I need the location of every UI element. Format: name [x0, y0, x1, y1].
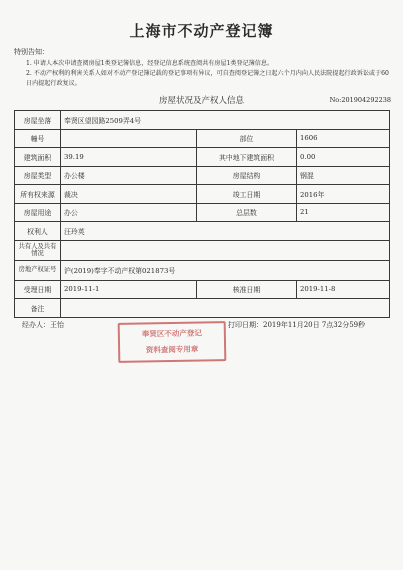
completion-date-value: 2016年 — [297, 185, 390, 204]
location-label: 房屋坐落 — [15, 111, 61, 130]
owner-label: 权利人 — [15, 222, 61, 241]
document-title: 上海市不动产登记簿 — [129, 22, 274, 40]
notice-item-2: 2. 不动产权利的利害关系人如对不动产登记簿记载的登记事项有异议，可自查阅登记簿之日起六个月内向人民法院提起行政诉讼或于60日内提起行政复议。 — [26, 70, 389, 87]
co-owner-value — [61, 240, 390, 260]
table-row — [15, 299, 390, 318]
ownership-source-value: 裁决 — [61, 185, 197, 204]
accept-date-value: 2019-11-1 — [61, 280, 197, 299]
print-time: 打印日期：2019年11月20日 7点32分59秒 — [228, 321, 366, 329]
location-value: 奉贤区望园路2509弄4号 — [61, 111, 390, 130]
area-value: 39.19 — [61, 148, 197, 167]
remark-value — [61, 299, 390, 318]
house-type-value: 办公楼 — [61, 166, 197, 185]
table-row — [15, 185, 390, 204]
table-row — [15, 222, 390, 241]
section-heading: 房屋状况及产权人信息 — [158, 96, 244, 106]
table-row — [15, 166, 390, 185]
table-row — [15, 240, 390, 260]
table-row — [15, 260, 390, 280]
total-floors-label: 总层数 — [197, 203, 297, 222]
usage-label: 房屋用途 — [15, 203, 61, 222]
usage-value: 办公 — [61, 203, 197, 222]
approve-date-label: 核准日期 — [197, 280, 297, 299]
official-seal-stamp — [118, 321, 227, 363]
underground-area-label: 其中地下建筑面积 — [197, 148, 297, 167]
notice-heading: 特别告知： — [14, 48, 49, 56]
building-no-value — [61, 129, 197, 148]
underground-area-value: 0.00 — [297, 148, 390, 167]
co-owner-label: 共有人及共有情况 — [15, 240, 61, 260]
accept-date-label: 受理日期 — [15, 280, 61, 299]
area-label: 建筑面积 — [15, 148, 61, 167]
building-no-label: 幢号 — [15, 129, 61, 148]
notice-item-1: 1. 申请人本次申请查阅房屋1类登记簿信息，经登记信息系统查阅共有房屋1类登记簿信息。 — [26, 60, 274, 67]
total-floors-value: 21 — [297, 203, 390, 222]
structure-value: 钢混 — [297, 166, 390, 185]
structure-label: 房屋结构 — [197, 166, 297, 185]
property-info-table — [14, 110, 390, 318]
remark-label: 备注 — [15, 299, 61, 318]
agent-name: 经办人：王怡 — [22, 321, 64, 329]
stamp-line-2: 资料查阅专用章 — [145, 344, 199, 355]
part-value: 1606 — [297, 129, 390, 148]
table-row — [15, 148, 390, 167]
house-type-label: 房屋类型 — [15, 166, 61, 185]
table-row — [15, 111, 390, 130]
completion-date-label: 竣工日期 — [197, 185, 297, 204]
certificate-no-value: 沪(2019)奉字不动产权第021873号 — [61, 260, 390, 280]
part-label: 部位 — [197, 129, 297, 148]
document-number: No:201904292238 — [329, 96, 391, 104]
certificate-no-label: 房地产权证号 — [15, 260, 61, 280]
owner-value: 汪玲英 — [61, 222, 390, 241]
ownership-source-label: 所有权来源 — [15, 185, 61, 204]
table-row — [15, 280, 390, 299]
stamp-line-1: 奉贤区不动产登记 — [141, 328, 202, 339]
table-row — [15, 129, 390, 148]
table-row — [15, 203, 390, 222]
approve-date-value: 2019-11-8 — [297, 280, 390, 299]
